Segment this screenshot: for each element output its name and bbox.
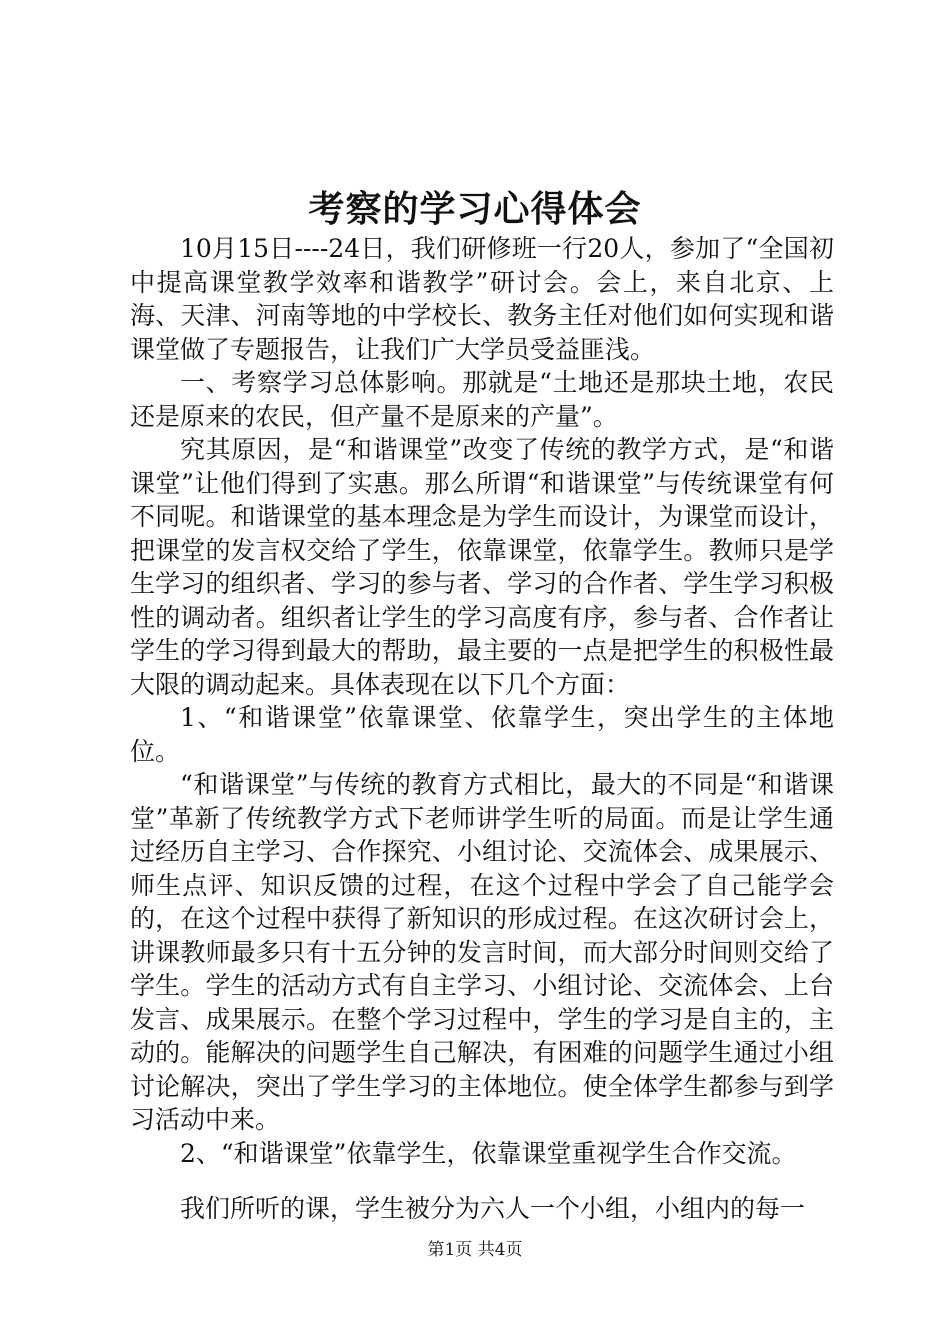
- paragraph-point-1-heading: 1、“和谐课堂”依靠课堂、依靠学生，突出学生的主体地位。: [130, 703, 834, 766]
- paragraph-intro: 10月15日----24日，我们研修班一行20人，参加了“全国初中提高课堂教学效率和谐教学”研讨会。会上，来自北京、上海、天津、河南等地的中学校长、教务主任对他们如何实现和谐课堂做了专题报告，让我们广大学员受益匪浅。: [130, 234, 834, 364]
- paragraph-point-1-body: “和谐课堂”与传统的教育方式相比，最大的不同是“和谐课堂”革新了传统教学方式下老师讲学生听的局面。而是让学生通过经历自主学习、合作探究、小组讨论、交流体会、成果展示、师生点评、知识反馈的过程，在这个过程中学会了自己能学会的，在这个过程中获得了新知识的形成过程。在这次研讨会上，讲课教师最多只有十五分钟的发言时间，而大部分时间则交给了学生。学生的活动方式有自主学习、小组讨论、交流体会、上台发言、成果展示。在整个学习过程中，学生的学习是自主的，主动的。能解决的问题学生自己解决，有困难的问题学生通过小组讨论解决，突出了学生学习的主体地位。使全体学生都参与到学习活动中来。: [130, 770, 834, 1134]
- document-body: [130, 232, 834, 1226]
- page-number-footer: 第1页 共4页: [427, 1240, 523, 1260]
- document-title: 考察的学习心得体会: [308, 188, 642, 230]
- paragraph-point-2-heading: 2、“和谐课堂”依靠学生，依靠课堂重视学生合作交流。: [180, 1138, 797, 1168]
- paragraph-point-2-body: 我们所听的课，学生被分为六人一个小组，小组内的每一: [180, 1194, 806, 1223]
- paragraph-reasons: 究其原因，是“和谐课堂”改变了传统的教学方式，是“和谐课堂”让他们得到了实惠。那么所谓“和谐课堂”与传统课堂有何不同呢。和谐课堂的基本理念是为学生而设计，为课堂而设计，把课堂的发言权交给了学生，依靠课堂，依靠学生。教师只是学生学习的组织者、学习的参与者、学习的合作者、学生学习积极性的调动者。组织者让学生的学习高度有序，参与者、合作者让学生的学习得到最大的帮助，最主要的一点是把学生的积极性最大限的调动起来。具体表现在以下几个方面：: [130, 435, 834, 699]
- paragraph-overall-impression: 一、考察学习总体影响。那就是“土地还是那块土地，农民还是原来的农民，但产量不是原来的产量”。: [130, 368, 834, 431]
